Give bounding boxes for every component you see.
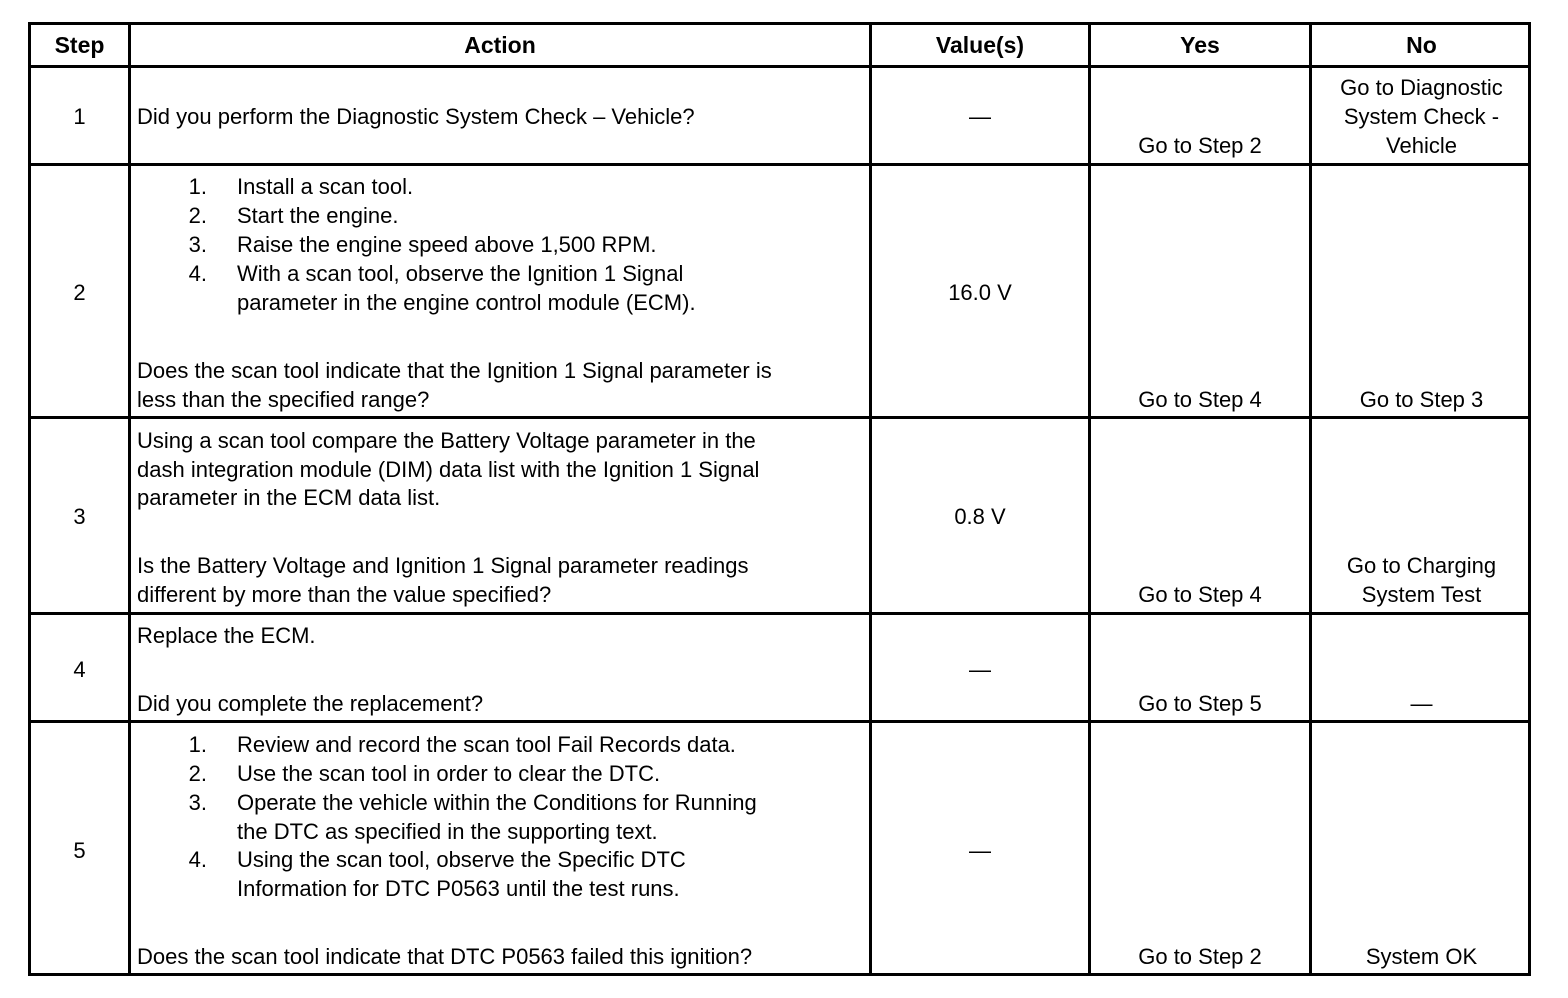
step-number: 4 xyxy=(73,657,86,682)
step-number: 1 xyxy=(73,104,86,129)
list-item: parameter in the engine control module (ECM). xyxy=(237,290,696,315)
step-number: 2 xyxy=(73,280,86,305)
column-divider xyxy=(1309,25,1312,973)
action-question: different by more than the value specified? xyxy=(137,582,552,607)
yes-link[interactable]: Go to Step 2 xyxy=(1138,133,1262,158)
action-question: Does the scan tool indicate that DTC P0563 failed this ignition? xyxy=(137,944,753,969)
yes-link[interactable]: Go to Step 5 xyxy=(1138,691,1262,716)
row-divider xyxy=(31,65,1528,68)
row-divider xyxy=(31,416,1528,419)
column-divider xyxy=(869,25,872,973)
value-cell: 0.8 V xyxy=(954,504,1006,529)
action-question: less than the specified range? xyxy=(137,387,430,412)
list-item: Information for DTC P0563 until the test runs. xyxy=(237,876,680,901)
header-values: Value(s) xyxy=(935,32,1025,58)
list-item: Start the engine. xyxy=(237,203,399,228)
yes-link[interactable]: Go to Step 4 xyxy=(1138,582,1262,607)
yes-link[interactable]: Go to Step 4 xyxy=(1138,387,1262,412)
list-number: 2. xyxy=(188,203,207,228)
row-divider xyxy=(31,163,1528,166)
no-link[interactable]: Go to Step 3 xyxy=(1359,387,1484,412)
list-item: With a scan tool, observe the Ignition 1 Signal xyxy=(237,261,684,286)
diagnostic-table xyxy=(28,22,1531,976)
action-text: parameter in the ECM data list. xyxy=(137,485,441,510)
list-number: 3. xyxy=(188,790,207,815)
list-number: 1. xyxy=(188,174,207,199)
step-number: 5 xyxy=(73,838,86,863)
value-cell: — xyxy=(969,104,991,129)
no-link[interactable]: Go to Charging xyxy=(1346,553,1497,578)
action-question: Is the Battery Voltage and Ignition 1 Signal parameter readings xyxy=(137,553,749,578)
action-text: dash integration module (DIM) data list with the Ignition 1 Signal xyxy=(137,457,760,482)
header-no: No xyxy=(1406,32,1437,58)
list-item: Install a scan tool. xyxy=(237,174,414,199)
header-yes: Yes xyxy=(1180,32,1220,58)
no-link[interactable]: Go to Diagnostic xyxy=(1340,75,1503,100)
list-item: Operate the vehicle within the Conditions for Running xyxy=(237,790,757,815)
row-divider xyxy=(31,612,1528,615)
list-item: Using the scan tool, observe the Specific DTC xyxy=(237,847,686,872)
value-cell: — xyxy=(969,838,991,863)
action-text: Replace the ECM. xyxy=(137,623,316,648)
list-number: 3. xyxy=(188,232,207,257)
yes-link[interactable]: Go to Step 2 xyxy=(1138,944,1262,969)
list-item: Raise the engine speed above 1,500 RPM. xyxy=(237,232,657,257)
list-number: 4. xyxy=(188,261,207,286)
value-cell: — xyxy=(969,657,991,682)
no-result: System OK xyxy=(1365,944,1478,969)
no-link[interactable]: Vehicle xyxy=(1386,133,1457,158)
list-item: Use the scan tool in order to clear the DTC. xyxy=(237,761,661,786)
step-number: 3 xyxy=(73,504,86,529)
action-question: Did you perform the Diagnostic System Check – Vehicle? xyxy=(137,104,695,129)
column-divider xyxy=(128,25,131,973)
header-action: Action xyxy=(464,32,536,58)
no-link[interactable]: System Check - xyxy=(1343,104,1500,129)
no-value: — xyxy=(1410,691,1433,716)
list-item: Review and record the scan tool Fail Records data. xyxy=(237,732,736,757)
list-number: 4. xyxy=(188,847,207,872)
list-number: 2. xyxy=(188,761,207,786)
list-item: the DTC as specified in the supporting text. xyxy=(237,819,658,844)
list-number: 1. xyxy=(188,732,207,757)
row-divider xyxy=(31,720,1528,723)
value-cell: 16.0 V xyxy=(948,280,1012,305)
header-step: Step xyxy=(54,32,105,58)
action-question: Did you complete the replacement? xyxy=(137,691,484,716)
action-question: Does the scan tool indicate that the Ignition 1 Signal parameter is xyxy=(137,358,772,383)
action-text: Using a scan tool compare the Battery Voltage parameter in the xyxy=(137,428,756,453)
no-link[interactable]: System Test xyxy=(1361,582,1482,607)
column-divider xyxy=(1088,25,1091,973)
